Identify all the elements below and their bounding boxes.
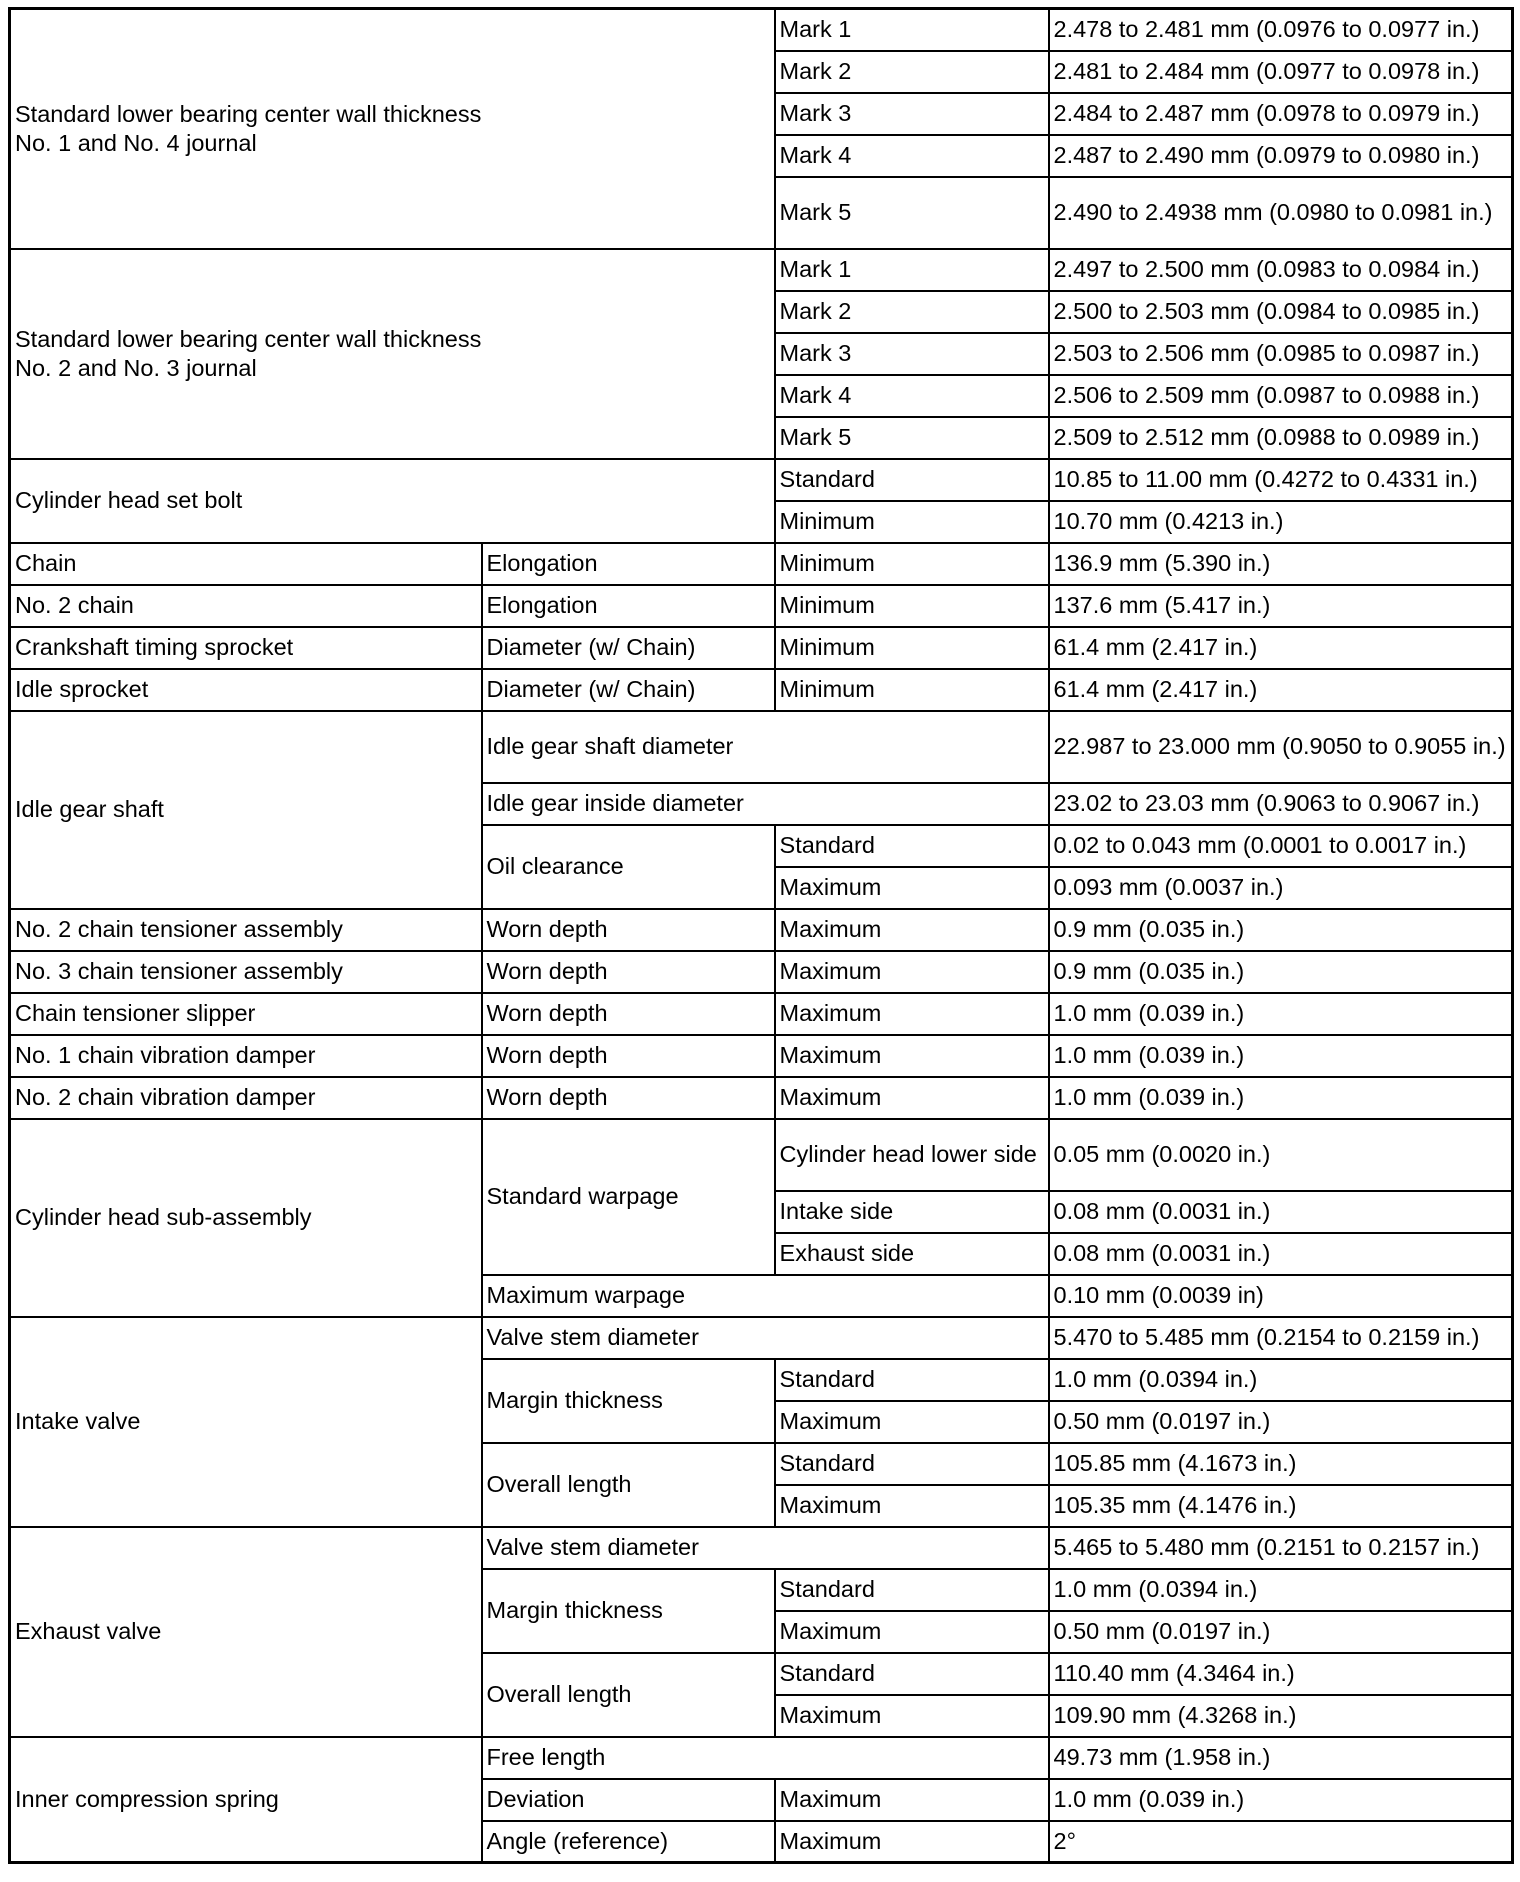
value-cell: 0.08 mm (0.0031 in.)	[1049, 1233, 1513, 1275]
value-cell: 2.481 to 2.484 mm (0.0977 to 0.0978 in.)	[1049, 51, 1513, 93]
value-cell: 1.0 mm (0.039 in.)	[1049, 1035, 1513, 1077]
condition-cell: Minimum	[775, 669, 1049, 711]
property-cell: Angle (reference)	[482, 1821, 775, 1863]
value-cell: 2.509 to 2.512 mm (0.0988 to 0.0989 in.)	[1049, 417, 1513, 459]
condition-cell: Maximum	[775, 867, 1049, 909]
value-cell: 2.503 to 2.506 mm (0.0985 to 0.0987 in.)	[1049, 333, 1513, 375]
property-cell: Oil clearance	[482, 825, 775, 909]
item-cell: Idle sprocket	[10, 669, 482, 711]
property-cell: Worn depth	[482, 909, 775, 951]
item-cell: Idle gear shaft	[10, 711, 482, 909]
table-row	[10, 1317, 1513, 1359]
table-row	[10, 459, 1513, 501]
item-cell: No. 2 chain tensioner assembly	[10, 909, 482, 951]
item-cell: Cylinder head set bolt	[10, 459, 775, 543]
item-cell: Intake valve	[10, 1317, 482, 1527]
condition-cell: Minimum	[775, 543, 1049, 585]
value-cell: 0.05 mm (0.0020 in.)	[1049, 1119, 1513, 1191]
condition-cell: Mark 5	[775, 177, 1049, 249]
table-row	[10, 9, 1513, 51]
condition-cell: Mark 3	[775, 93, 1049, 135]
value-cell: 1.0 mm (0.039 in.)	[1049, 993, 1513, 1035]
condition-cell: Standard	[775, 825, 1049, 867]
value-cell: 5.470 to 5.485 mm (0.2154 to 0.2159 in.)	[1049, 1317, 1513, 1359]
value-cell: 0.9 mm (0.035 in.)	[1049, 951, 1513, 993]
value-cell: 49.73 mm (1.958 in.)	[1049, 1737, 1513, 1779]
item-cell: No. 1 chain vibration damper	[10, 1035, 482, 1077]
value-cell: 1.0 mm (0.039 in.)	[1049, 1077, 1513, 1119]
table-row	[10, 1077, 1513, 1119]
value-cell: 10.70 mm (0.4213 in.)	[1049, 501, 1513, 543]
condition-cell: Mark 3	[775, 333, 1049, 375]
table-row	[10, 1737, 1513, 1779]
property-cell: Valve stem diameter	[482, 1527, 1049, 1569]
condition-cell: Standard	[775, 1359, 1049, 1401]
value-cell: 22.987 to 23.000 mm (0.9050 to 0.9055 in.)	[1049, 711, 1513, 783]
value-cell: 61.4 mm (2.417 in.)	[1049, 627, 1513, 669]
table-row	[10, 909, 1513, 951]
table-row	[10, 1119, 1513, 1191]
value-cell: 137.6 mm (5.417 in.)	[1049, 585, 1513, 627]
property-cell: Margin thickness	[482, 1569, 775, 1653]
condition-cell: Standard	[775, 1569, 1049, 1611]
specification-table	[8, 7, 1514, 1864]
value-cell: 1.0 mm (0.0394 in.)	[1049, 1359, 1513, 1401]
table-row	[10, 627, 1513, 669]
value-cell: 0.9 mm (0.035 in.)	[1049, 909, 1513, 951]
property-cell: Standard warpage	[482, 1119, 775, 1275]
value-cell: 0.02 to 0.043 mm (0.0001 to 0.0017 in.)	[1049, 825, 1513, 867]
condition-cell: Maximum	[775, 1485, 1049, 1527]
property-cell: Diameter (w/ Chain)	[482, 669, 775, 711]
item-cell: Crankshaft timing sprocket	[10, 627, 482, 669]
condition-cell: Standard	[775, 1653, 1049, 1695]
value-cell: 0.093 mm (0.0037 in.)	[1049, 867, 1513, 909]
property-cell: Worn depth	[482, 993, 775, 1035]
condition-cell: Mark 4	[775, 135, 1049, 177]
condition-cell: Mark 1	[775, 9, 1049, 51]
condition-cell: Mark 1	[775, 249, 1049, 291]
condition-cell: Cylinder head lower side	[775, 1119, 1049, 1191]
property-cell: Overall length	[482, 1653, 775, 1737]
value-cell: 2.506 to 2.509 mm (0.0987 to 0.0988 in.)	[1049, 375, 1513, 417]
table-row	[10, 1035, 1513, 1077]
condition-cell: Mark 4	[775, 375, 1049, 417]
value-cell: 2.484 to 2.487 mm (0.0978 to 0.0979 in.)	[1049, 93, 1513, 135]
condition-cell: Maximum	[775, 1611, 1049, 1653]
value-cell: 2.497 to 2.500 mm (0.0983 to 0.0984 in.)	[1049, 249, 1513, 291]
value-cell: 2.487 to 2.490 mm (0.0979 to 0.0980 in.)	[1049, 135, 1513, 177]
item-cell: Standard lower bearing center wall thickness No. 2 and No. 3 journal	[10, 249, 775, 459]
item-cell: No. 2 chain	[10, 585, 482, 627]
property-cell: Worn depth	[482, 951, 775, 993]
property-cell: Diameter (w/ Chain)	[482, 627, 775, 669]
condition-cell: Mark 5	[775, 417, 1049, 459]
value-cell: 1.0 mm (0.0394 in.)	[1049, 1569, 1513, 1611]
property-cell: Free length	[482, 1737, 1049, 1779]
table-row	[10, 1527, 1513, 1569]
value-cell: 105.85 mm (4.1673 in.)	[1049, 1443, 1513, 1485]
value-cell: 5.465 to 5.480 mm (0.2151 to 0.2157 in.)	[1049, 1527, 1513, 1569]
condition-cell: Minimum	[775, 585, 1049, 627]
condition-cell: Minimum	[775, 501, 1049, 543]
condition-cell: Standard	[775, 459, 1049, 501]
value-cell: 110.40 mm (4.3464 in.)	[1049, 1653, 1513, 1695]
table-row	[10, 669, 1513, 711]
condition-cell: Standard	[775, 1443, 1049, 1485]
property-cell: Margin thickness	[482, 1359, 775, 1443]
value-cell: 2.500 to 2.503 mm (0.0984 to 0.0985 in.)	[1049, 291, 1513, 333]
property-cell: Idle gear shaft diameter	[482, 711, 1049, 783]
item-cell: Cylinder head sub-assembly	[10, 1119, 482, 1317]
value-cell: 136.9 mm (5.390 in.)	[1049, 543, 1513, 585]
condition-cell: Mark 2	[775, 51, 1049, 93]
condition-cell: Maximum	[775, 909, 1049, 951]
value-cell: 0.08 mm (0.0031 in.)	[1049, 1191, 1513, 1233]
condition-cell: Maximum	[775, 1821, 1049, 1863]
value-cell: 0.50 mm (0.0197 in.)	[1049, 1611, 1513, 1653]
value-cell: 1.0 mm (0.039 in.)	[1049, 1779, 1513, 1821]
value-cell: 0.50 mm (0.0197 in.)	[1049, 1401, 1513, 1443]
table-row	[10, 249, 1513, 291]
condition-cell: Maximum	[775, 1077, 1049, 1119]
condition-cell: Maximum	[775, 1695, 1049, 1737]
property-cell: Valve stem diameter	[482, 1317, 1049, 1359]
value-cell: 105.35 mm (4.1476 in.)	[1049, 1485, 1513, 1527]
condition-cell: Maximum	[775, 951, 1049, 993]
value-cell: 0.10 mm (0.0039 in)	[1049, 1275, 1513, 1317]
table-row	[10, 543, 1513, 585]
table-row	[10, 585, 1513, 627]
condition-cell: Mark 2	[775, 291, 1049, 333]
value-cell: 23.02 to 23.03 mm (0.9063 to 0.9067 in.)	[1049, 783, 1513, 825]
value-cell: 10.85 to 11.00 mm (0.4272 to 0.4331 in.)	[1049, 459, 1513, 501]
property-cell: Elongation	[482, 585, 775, 627]
table-row	[10, 711, 1513, 783]
table-row	[10, 951, 1513, 993]
condition-cell: Maximum	[775, 1779, 1049, 1821]
item-cell: Exhaust valve	[10, 1527, 482, 1737]
condition-cell: Maximum	[775, 993, 1049, 1035]
item-cell: Chain	[10, 543, 482, 585]
property-cell: Idle gear inside diameter	[482, 783, 1049, 825]
table-row	[10, 993, 1513, 1035]
item-cell: Inner compression spring	[10, 1737, 482, 1863]
item-cell: No. 3 chain tensioner assembly	[10, 951, 482, 993]
item-cell: Standard lower bearing center wall thickness No. 1 and No. 4 journal	[10, 9, 775, 249]
property-cell: Overall length	[482, 1443, 775, 1527]
condition-cell: Intake side	[775, 1191, 1049, 1233]
value-cell: 61.4 mm (2.417 in.)	[1049, 669, 1513, 711]
property-cell: Elongation	[482, 543, 775, 585]
property-cell: Worn depth	[482, 1077, 775, 1119]
property-cell: Maximum warpage	[482, 1275, 1049, 1317]
item-cell: No. 2 chain vibration damper	[10, 1077, 482, 1119]
item-cell: Chain tensioner slipper	[10, 993, 482, 1035]
value-cell: 2°	[1049, 1821, 1513, 1863]
property-cell: Worn depth	[482, 1035, 775, 1077]
value-cell: 2.490 to 2.4938 mm (0.0980 to 0.0981 in.)	[1049, 177, 1513, 249]
value-cell: 109.90 mm (4.3268 in.)	[1049, 1695, 1513, 1737]
condition-cell: Maximum	[775, 1401, 1049, 1443]
value-cell: 2.478 to 2.481 mm (0.0976 to 0.0977 in.)	[1049, 9, 1513, 51]
condition-cell: Minimum	[775, 627, 1049, 669]
condition-cell: Maximum	[775, 1035, 1049, 1077]
property-cell: Deviation	[482, 1779, 775, 1821]
condition-cell: Exhaust side	[775, 1233, 1049, 1275]
